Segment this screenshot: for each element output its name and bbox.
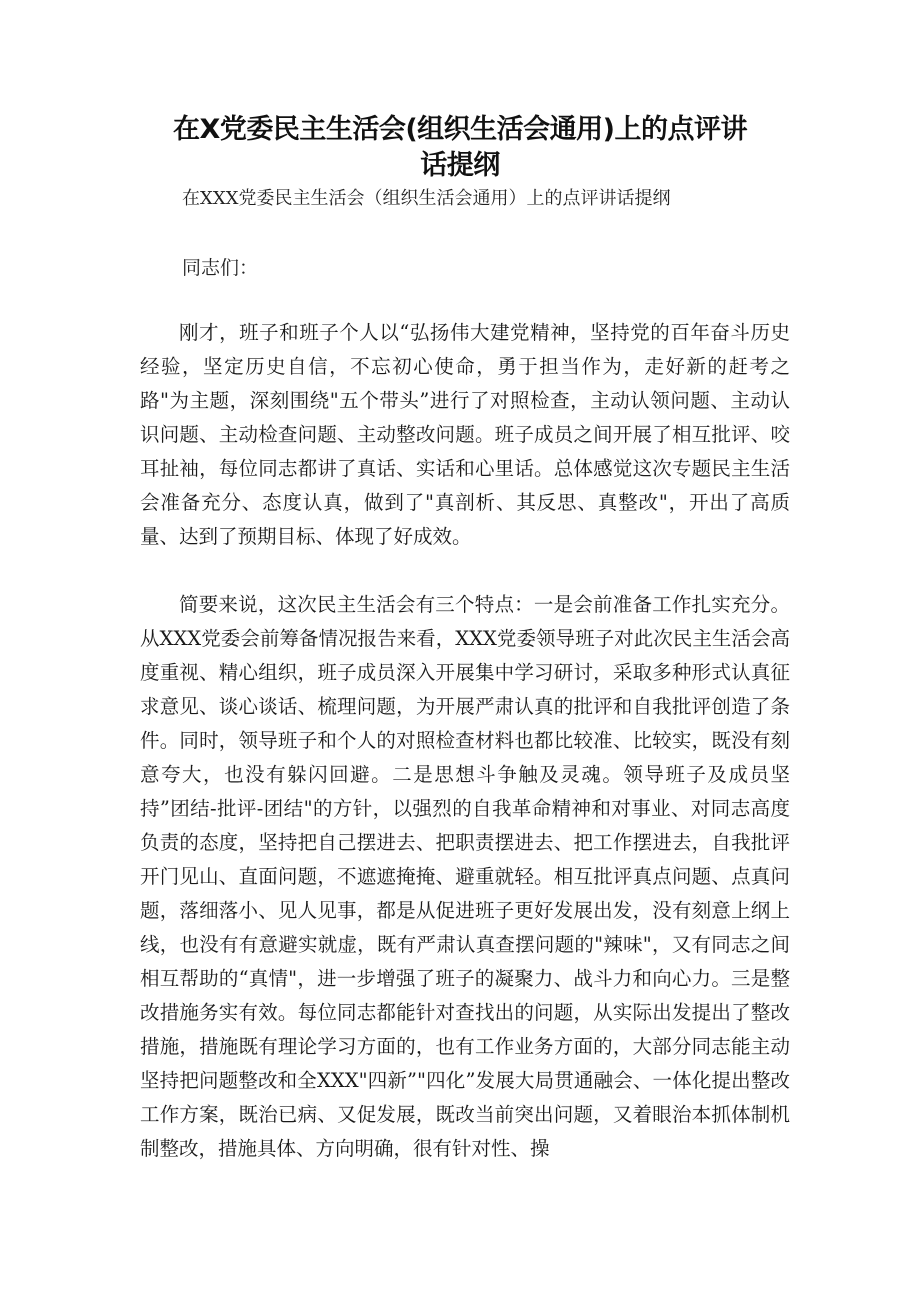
body-paragraph: 简要来说，这次民主生活会有三个特点：一是会前准备工作扎实充分。从XXX党委会前筹备情况报告来看，XXX党委领导班子对此次民主生活会高度重视、精心组织，班子成员深入开展集中学习研讨，采取多种形式认真征求意见、谈心谈话、梳理问题，为开展严肃认真的批评和自我批评创造了条件。同时，领导班子和个人的对照检查材料也都比较准、比较实，既没有刻意夸大，也没有躲闪回避。二是思想斗争触及灵魂。领导班子及成员坚持”团结-批评-团结"的方针，以强烈的自我革命精神和对事业、对同志高度负责的态度，坚持把自己摆进去、把职责摆进去、把工作摆进去，自我批评开门见山、直面问题，不遮遮掩掩、避重就轻。相互批评真点问题、点真问题，落细落小、见人见事，都是从促进班子更好发展出发，没有刻意上纲上线，也没有有意避实就虚，既有严肃认真查摆问题的"辣味"，又有同志之间相互帮助的“真情"，进一步增强了班子的凝聚力、战斗力和向心力。三是整改措施务实有效。每位同志都能针对查找出的问题，从实际出发提出了整改措施，措施既有理论学习方面的，也有工作业务方面的，大部分同志能主动坚持把问题整改和全XXX"四新”"四化”发展大局贯通融会、一体化提出整改工作方案，既治已病、又促发展，既改当前突出问题，又着眼治本抓体制机制整改，措施具体、方向明确，很有针对性、操 <box>140 593 790 1160</box>
document-subtitle: 在XXX党委民主生活会（组织生活会通用）上的点评讲话提纲 <box>182 188 671 209</box>
body-paragraph: 刚才，班子和班子个人以“弘扬伟大建党精神，坚持党的百年奋斗历史经验，坚定历史自信，不忘初心使命，勇于担当作为，走好新的赶考之路"为主题，深刻围绕"五个带头”进行了对照检查，主动认领问题、主动认识问题、主动检查问题、主动整改问题。班子成员之间开展了相互批评、咬耳扯袖，每位同志都讲了真话、实话和心里话。总体感觉这次专题民主生活会准备充分、态度认真，做到了"真剖析、其反思、真整改"，开出了高质量、达到了预期目标、体现了好成效。 <box>140 321 790 548</box>
document-title: 在X党委民主生活会(组织生活会通用)上的点评讲话提纲 <box>173 114 747 181</box>
salutation: 同志们： <box>182 257 259 279</box>
